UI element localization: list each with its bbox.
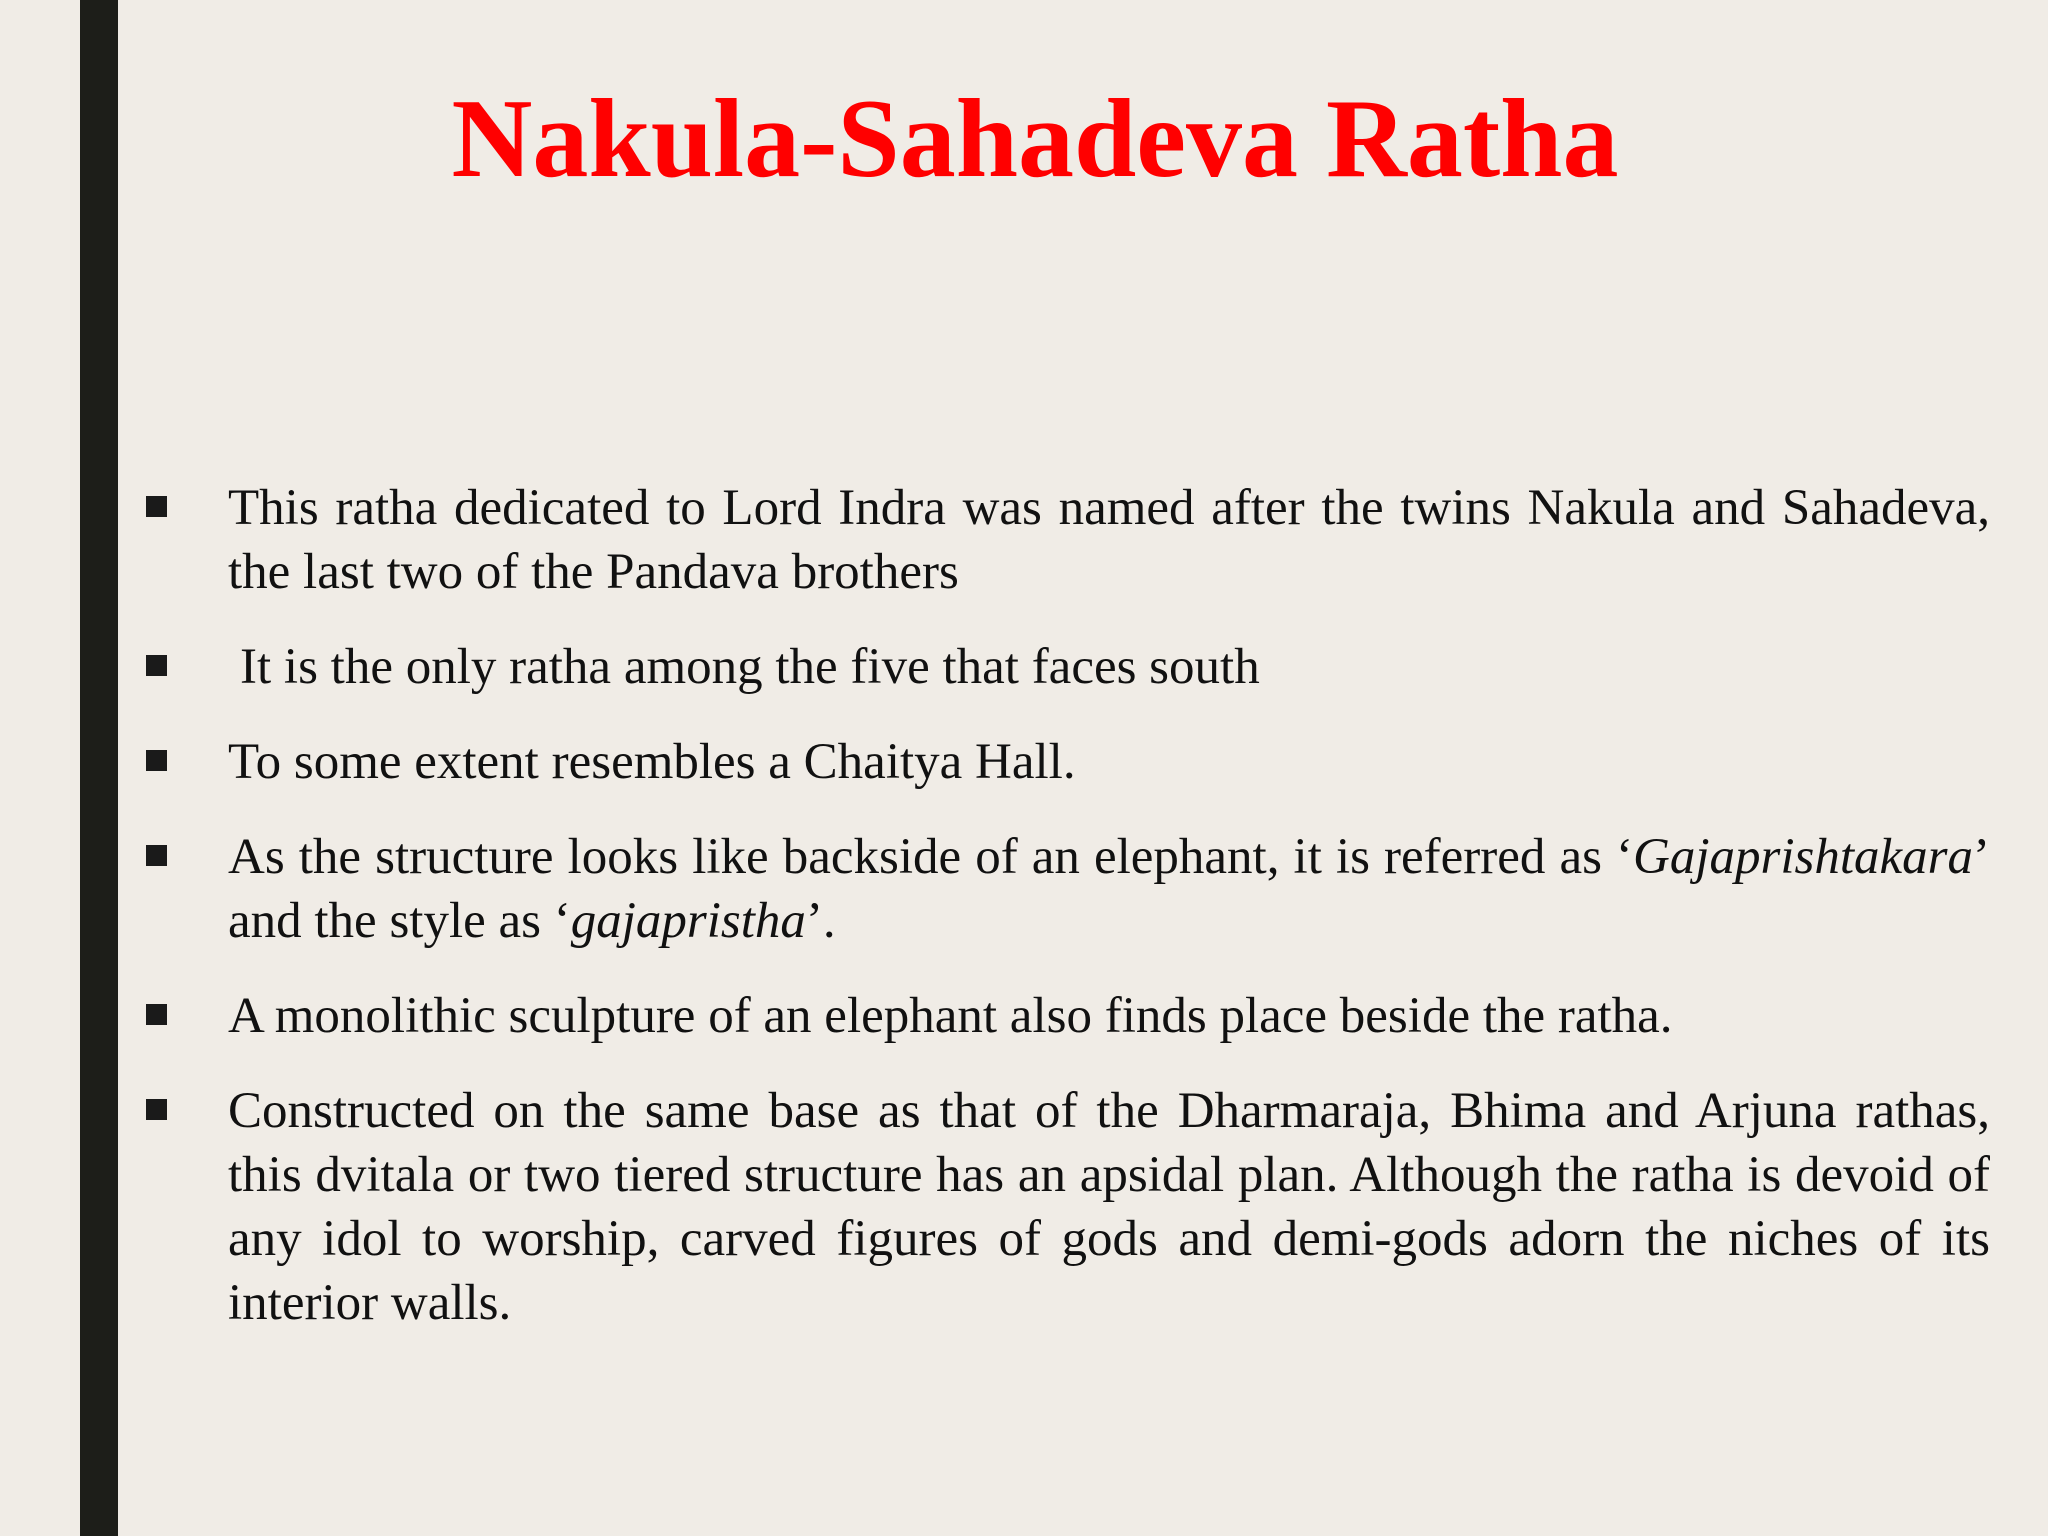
- bullet-text-3: To some extent resembles a Chaitya Hall.: [228, 734, 1076, 790]
- bullet-item-1: [140, 476, 1990, 604]
- bullet-text-4-part2: ’ and the style as ‘: [228, 829, 1990, 949]
- bullet-text-4-term-gajapristha: gajapristha: [570, 893, 806, 949]
- square-bullet-icon: [146, 1099, 167, 1120]
- square-bullet-icon: [146, 655, 167, 676]
- bullet-item-3: [140, 730, 1990, 794]
- bullet-text-1: This ratha dedicated to Lord Indra was named after the twins Nakula and Sahadeva, the last two of the Pandava brothers: [228, 480, 1990, 600]
- bullet-text-5: A monolithic sculpture of an elephant also finds place beside the ratha.: [228, 988, 1673, 1044]
- bullet-text-2: It is the only ratha among the five that faces south: [240, 639, 1260, 695]
- bullet-text-6: Constructed on the same base as that of the Dharmaraja, Bhima and Arjuna rathas, this dvitala or two tiered structure has an apsidal plan. Although the ratha is devoid of any idol to worship, carved figures of gods and demi-gods adorn the niches of its interior walls.: [228, 1083, 1990, 1331]
- bullet-item-6: [140, 1079, 1990, 1335]
- slide-title: Nakula-Sahadeva Ratha: [451, 77, 1619, 201]
- bullet-text-4-part3: ’.: [805, 893, 836, 949]
- bullet-text-4-term-gajaprishtakara: Gajaprishtakara: [1632, 829, 1974, 885]
- square-bullet-icon: [146, 1004, 167, 1025]
- left-accent-bar: [80, 0, 118, 1536]
- square-bullet-icon: [146, 496, 167, 517]
- square-bullet-icon: [146, 750, 167, 771]
- bullet-item-5: [140, 984, 1990, 1048]
- bullet-item-2: [140, 635, 1990, 699]
- bullet-list: [140, 476, 1990, 1366]
- square-bullet-icon: [146, 845, 167, 866]
- bullet-item-4: [140, 825, 1990, 953]
- bullet-text-4-part1: As the structure looks like backside of an elephant, it is referred as ‘: [228, 829, 1633, 885]
